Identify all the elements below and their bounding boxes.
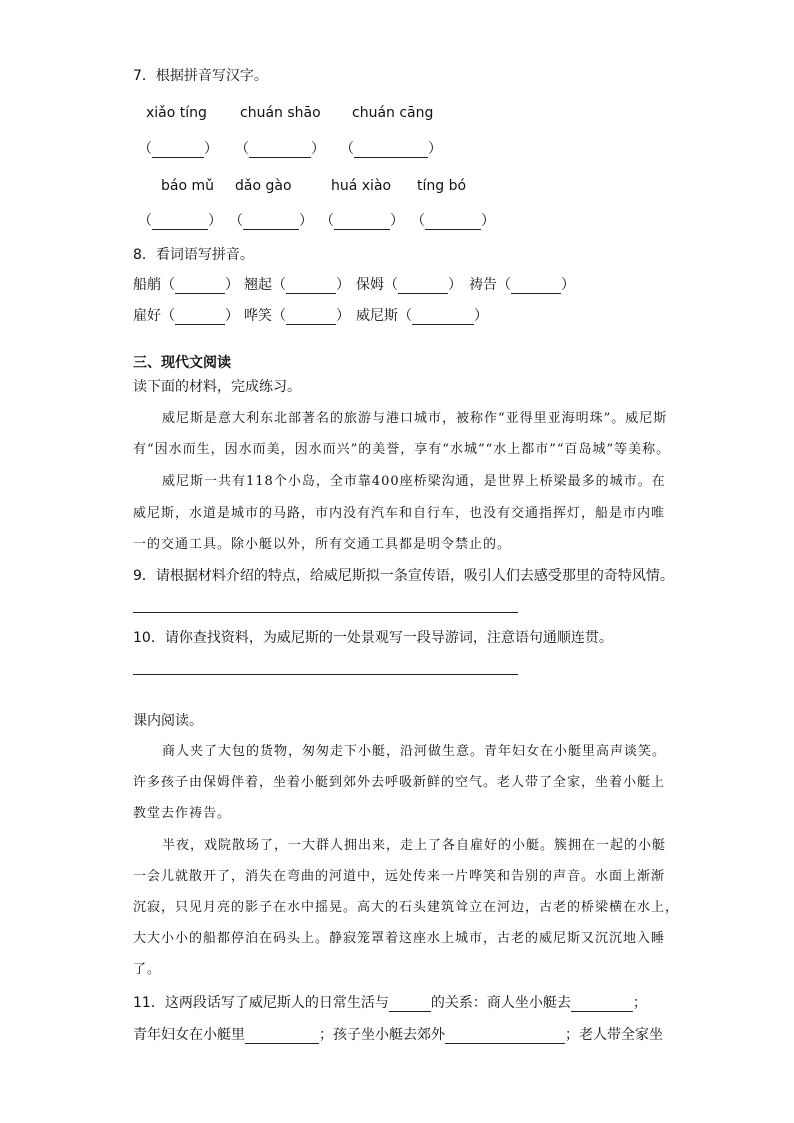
word-label: 翘起 [244, 277, 272, 293]
q8-item-2[interactable]: 翘起（ ） [244, 277, 350, 293]
q11-text: 的关系：商人坐小艇去 [430, 995, 571, 1011]
passage-line: 威尼斯，水道是城市的马路，市内没有汽车和自行车，也没有交通指挥灯，船是市内唯 [133, 506, 666, 521]
answer-blank-7-3[interactable]: （ ） [340, 141, 442, 157]
passage-line: 了。 [133, 962, 162, 977]
pinyin-1: xiǎo tíng [146, 105, 207, 121]
passage-line: 半夜，戏院散场了，一大群人拥出来，走上了各自雇好的小艇。簇拥在一起的小艇 [162, 838, 667, 853]
q8-item-7[interactable]: 威尼斯（ ） [356, 308, 488, 324]
passage-line: 商人夹了大包的货物，匆匆走下小艇，沿河做生意。青年妇女在小艇里高声谈笑。 [162, 744, 667, 759]
word-label: 威尼斯 [356, 308, 398, 324]
section3-heading: 三、现代文阅读 [133, 355, 231, 371]
word-label: 船艄 [133, 277, 161, 293]
q8-item-4[interactable]: 祷告（ ） [469, 277, 575, 293]
pinyin-4: báo mǔ [161, 178, 214, 194]
q8-item-1[interactable]: 船艄（ ） [133, 277, 239, 293]
q11-blank-4[interactable] [445, 1029, 565, 1044]
answer-blank-7-5[interactable]: （ ） [229, 213, 313, 229]
q11-line-2 [133, 1026, 663, 1044]
q8-title: 8．看词语写拼音。 [133, 247, 254, 263]
passage-line: 沉寂，只见月亮的影子在水中摇晃。高大的石头建筑耸立在河边，古老的桥梁横在水上， [133, 900, 680, 915]
q11-blank-3[interactable] [245, 1029, 319, 1044]
q8-item-5[interactable]: 雇好（ ） [133, 308, 239, 324]
pinyin-3: chuán cāng [352, 105, 434, 121]
inclass-heading: 课内阅读。 [133, 713, 203, 729]
answer-blank-7-6[interactable]: （ ） [320, 213, 404, 229]
passage-line: 大大小小的船都停泊在码头上。静寂笼罩着这座水上城市，古老的威尼斯又沉沉地入睡 [133, 931, 666, 946]
answer-blank-7-2[interactable]: （ ） [235, 141, 325, 157]
q11-text: ；老人带全家坐 [565, 1027, 663, 1043]
pinyin-5: dǎo gào [235, 178, 292, 194]
passage-line: 许多孩子由保姆伴着，坐着小艇到郊外去呼吸新鲜的空气。老人带了全家，坐着小艇上 [133, 775, 666, 790]
q7-title: 7．根据拼音写汉字。 [133, 68, 268, 84]
q8-item-6[interactable]: 哗笑（ ） [244, 308, 350, 324]
pinyin-2: chuán shāo [240, 105, 321, 121]
section3-intro: 读下面的材料，完成练习。 [133, 379, 301, 395]
q11-blank-1[interactable] [389, 997, 431, 1012]
q11-text: ；孩子坐小艇去郊外 [319, 1027, 445, 1043]
q8-item-3[interactable]: 保姆（ ） [356, 277, 462, 293]
word-label: 雇好 [133, 308, 161, 324]
word-label: 哗笑 [244, 308, 272, 324]
q10-text: 10．请你查找资料，为威尼斯的一处景观写一段导游词，注意语句通顺连贯。 [133, 630, 613, 646]
passage-line: 有“因水而生，因水而美，因水而兴”的美誉，享有“水城”“水上都市”“百岛城”等美称。 [133, 442, 671, 457]
q9-answer-line[interactable] [133, 612, 518, 613]
passage-line: 一会儿就散开了，消失在弯曲的河道中，远处传来一片哗笑和告别的声音。水面上渐渐 [133, 869, 666, 884]
q11-text: ； [632, 995, 647, 1011]
answer-blank-7-7[interactable]: （ ） [411, 213, 495, 229]
answer-blank-7-4[interactable]: （ ） [138, 213, 222, 229]
pinyin-6: huá xiào [331, 178, 392, 194]
q11-line-1 [133, 994, 647, 1012]
passage-line: 威尼斯一共有118个小岛，全市靠400座桥梁沟通，是世界上桥梁最多的城市。在 [162, 474, 666, 489]
passage-line: 威尼斯是意大利东北部著名的旅游与港口城市，被称作“亚得里亚海明珠”。威尼斯 [162, 411, 668, 426]
answer-blank-7-1[interactable]: （ ） [138, 141, 218, 157]
word-label: 保姆 [356, 277, 384, 293]
q11-blank-2[interactable] [571, 997, 633, 1012]
passage-line: 教堂去作祷告。 [133, 806, 232, 821]
passage-line: 一的交通工具。除小艇以外，所有交通工具都是明令禁止的。 [133, 537, 512, 552]
word-label: 祷告 [469, 277, 497, 293]
q11-text: 青年妇女在小艇里 [133, 1027, 245, 1043]
pinyin-7: tíng bó [417, 178, 467, 194]
q11-text: 11．这两段话写了威尼斯人的日常生活与 [133, 995, 389, 1011]
q9-text: 9．请根据材料介绍的特点，给威尼斯拟一条宣传语，吸引人们去感受那里的奇特风情。 [133, 568, 674, 584]
q10-answer-line[interactable] [133, 674, 518, 675]
